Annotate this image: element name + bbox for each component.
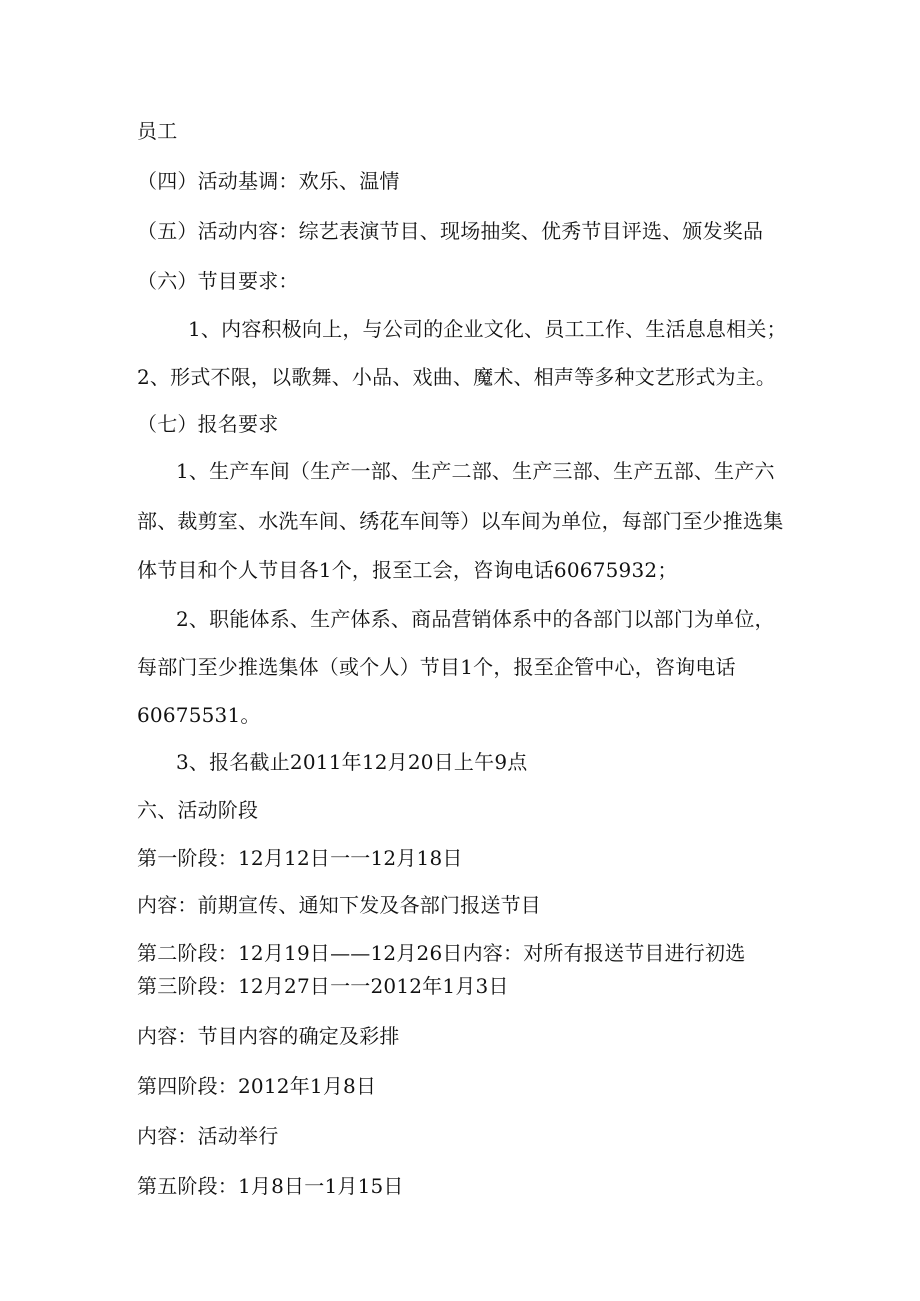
text-line-stage-1-content: 内容：前期宣传、通知下发及各部门报送节目: [137, 893, 541, 917]
text-line-requirement-2: 2、形式不限，以歌舞、小品、戏曲、魔术、相声等多种文艺形式为主。: [137, 365, 777, 389]
text-line-stage-3-content: 内容：节目内容的确定及彩排: [137, 1024, 400, 1048]
text-line-registration-deadline: 3、报名截止2011年12月20日上午9点: [176, 750, 528, 774]
text-line-stage-3: 第三阶段：12月27日一一2012年1月3日: [137, 974, 509, 998]
text-line-stage-4-content: 内容：活动举行: [137, 1124, 279, 1148]
text-line-registration-2a: 2、职能体系、生产体系、商品营销体系中的各部门以部门为单位，: [176, 607, 775, 631]
text-line-program-requirements: （六）节目要求：: [137, 269, 299, 293]
text-line-activity-tone: （四）活动基调：欢乐、温情: [137, 169, 400, 193]
text-line-activity-stages: 六、活动阶段: [137, 798, 259, 822]
text-line-stage-1: 第一阶段：12月12日一一12月18日: [137, 846, 463, 870]
text-line-employees: 员工: [137, 119, 178, 143]
text-line-registration-1a: 1、生产车间（生产一部、生产二部、生产三部、生产五部、生产六: [176, 459, 775, 483]
text-line-activity-content: （五）活动内容：综艺表演节目、现场抽奖、优秀节目评选、颁发奖品: [137, 219, 764, 243]
text-line-stage-2: 第二阶段：12月19日——12月26日内容：对所有报送节目进行初选: [137, 941, 746, 965]
text-line-stage-4: 第四阶段：2012年1月8日: [137, 1074, 377, 1098]
text-line-registration-1b: 部、裁剪室、水洗车间、绣花车间等）以车间为单位，每部门至少推选集: [137, 509, 784, 533]
text-line-registration-2b: 每部门至少推选集体（或个人）节目1个，报至企管中心，咨询电话: [137, 655, 736, 679]
text-line-registration-1c: 体节目和个人节目各1个，报至工会，咨询电话60675932；: [137, 558, 678, 582]
text-line-registration-2c: 60675531。: [137, 703, 261, 727]
text-line-registration-requirements: （七）报名要求: [137, 412, 279, 436]
text-line-requirement-1: 1、内容积极向上，与公司的企业文化、员工工作、生活息息相关；: [188, 317, 787, 341]
text-line-stage-5: 第五阶段：1月8日一1月15日: [137, 1174, 404, 1198]
